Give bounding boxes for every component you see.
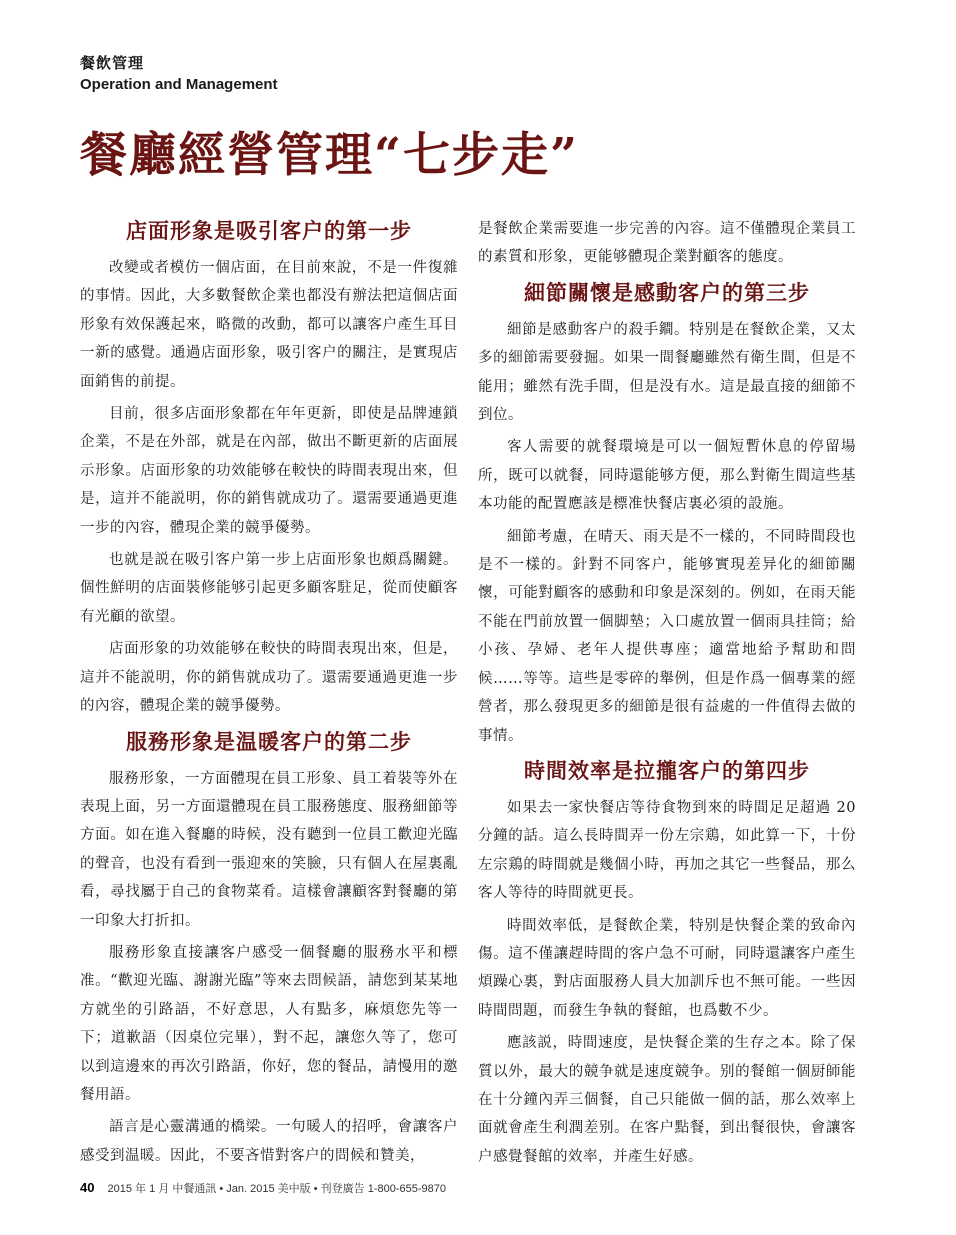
paragraph: 客人需要的就餐環境是可以一個短暫休息的停留場所，既可以就餐，同時還能够方便，那么對衛生間這些基本功能的配置應該是標准快餐店裏必須的設施。 [478, 439, 856, 513]
paragraph: 服務形象，一方面體現在員工形象、員工着裝等外在表現上面，另一方面還體現在員工服務態度、服務細節等方面。如在進入餐廳的時候，没有聽到一位員工歡迎光臨的聲音，也没有看到一張迎來的笑臉，只有個人在屋裏亂看，尋找屬于自己的食物菜肴。這樣會讓顧客對餐廳的第一印象大打折扣。 [80, 770, 458, 929]
paragraph: 也就是説在吸引客户第一步上店面形象也頗爲關鍵。個性鮮明的店面裝修能够引起更多顧客駐足，從而使顧客有光顧的欲望。 [80, 552, 458, 625]
left-column [80, 210, 458, 1174]
section-heading-step1: 店面形象是吸引客户的第一步 [126, 219, 412, 243]
footer-text: 2015 年 1 月 中餐通訊 • Jan. 2015 美中版 • 刊登廣告 1-800-655-9870 [107, 1183, 446, 1195]
paragraph: 改變或者模仿一個店面，在目前來說，不是一件復雜的事情。因此，大多數餐飲企業也都没有辦法把這個店面形象有效保護起來，略微的改動，都可以讓客户產生耳目一新的感覺。通過店面形象，吸引客户的關注，是實現店面銷售的前提。 [80, 260, 458, 390]
paragraph: 時間效率低，是餐飲企業，特别是快餐企業的致命內傷。這不僅讓趕時間的客户急不可耐，同時還讓客户產生煩躁心裏，對店面服務人員大加訓斥也不無可能。一些因時間問題，而發生争執的餐館，也爲數不少。 [478, 917, 856, 1019]
section-title-chinese: 餐飲管理 [80, 54, 145, 72]
section-title-english: Operation and Management [80, 76, 278, 93]
paragraph: 應該説，時間速度，是快餐企業的生存之本。除了保質以外，最大的競争就是速度競争。别的餐館一個厨師能在十分鐘內弄三個餐，自己只能做一個的話，那么效率上面就會產生利潤差别。在客户點餐，到出餐很快，會讓客户感覺餐館的效率，并產生好感。 [478, 1035, 856, 1165]
page-footer [80, 1180, 446, 1196]
paragraph: 目前，很多店面形象都在年年更新，即使是品牌連鎖企業，不是在外部，就是在內部，做出不斷更新的店面展示形象。店面形象的功效能够在較快的時間表現出來，但是，這并不能説明，你的銷售就成功了。還需要通過更進一步的內容，體現企業的競爭優勢。 [80, 406, 458, 536]
paragraph: 細節考慮，在晴天、雨天是不一樣的，不同時間段也是不一樣的。針對不同客户，能够實現差异化的細節關懷，可能對顧客的感動和印象是深刻的。例如，在雨天能不能在門前放置一個脚墊；入口處放置一個雨具挂筒；給小孩、孕婦、老年人提供專座；適當地給予幫助和問候……等等。這些是零碎的舉例，但是作爲一個專業的經營者，那么發現更多的細節是很有益處的一件值得去做的事情。 [478, 528, 856, 744]
paragraph: 語言是心靈溝通的橋梁。一句暖人的招呼，會讓客户感受到温暖。因此，不要吝惜對客户的問候和贊美， [80, 1119, 458, 1164]
paragraph: 服務形象直接讓客户感受一個餐廳的服務水平和標准。“歡迎光臨、謝謝光臨”等來去問候語，請您到某某地方就坐的引路語，不好意思，人有點多，麻煩您先等一下；道歉語（因桌位完畢），對不起，讓您久等了，您可以到這邊來的再次引路語，你好，您的餐品，請慢用的邀餐用語。 [80, 944, 458, 1103]
article-title: 餐廳經營管理“七步走” [80, 128, 580, 183]
paragraph: 細節是感動客户的殺手鐧。特别是在餐飲企業，又太多的細節需要發掘。如果一間餐廳雖然有衛生間，但是不能用；雖然有洗手間，但是没有水。這是最直接的細節不到位。 [478, 321, 856, 424]
paragraph: 如果去一家快餐店等待食物到來的時間足足超過 20 分鐘的話。這么長時間弄一份左宗鶏，如此算一下，十份左宗鶏的時間就是幾個小時，再加之其它一些餐品，那么客人等待的時間就更長。 [478, 799, 856, 902]
section-heading-step2: 服務形象是温暖客户的第二步 [126, 729, 412, 754]
section-heading-step4: 時間效率是拉攏客户的第四步 [524, 758, 810, 783]
right-column [478, 215, 856, 1175]
paragraph: 店面形象的功效能够在較快的時間表現出來，但是，這并不能説明，你的銷售就成功了。還需要通過更進一步的內容，體現企業的競爭優勢。 [80, 641, 458, 715]
section-heading-step3: 細節關懷是感動客户的第三步 [524, 280, 810, 305]
paragraph-continued: 是餐飲企業需要進一步完善的內容。這不僅體現企業員工的素質和形象，更能够體現企業對顧客的態度。 [478, 221, 856, 266]
page-number: 40 [80, 1180, 95, 1195]
section-header [80, 52, 278, 93]
